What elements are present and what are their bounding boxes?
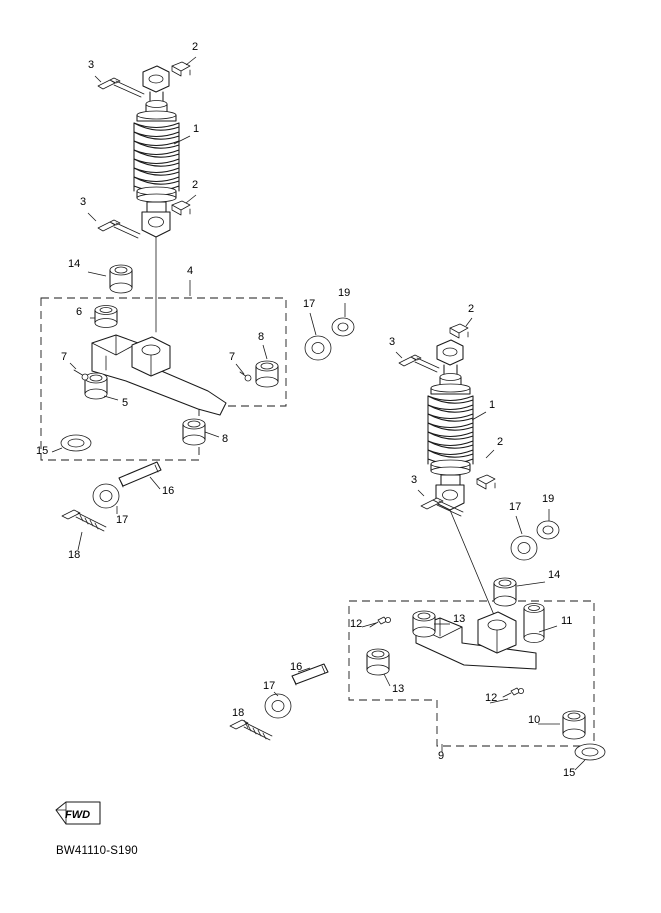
callout-15: 15 [563,767,576,779]
bolt-3-lower-left [98,220,140,238]
callout-8: 8 [222,433,229,445]
collar-10-right [563,711,585,739]
callout-7: 7 [61,351,68,363]
callout-11: 11 [561,615,573,627]
shock-absorber-right [399,324,495,615]
callout-8: 8 [258,331,265,343]
fwd-orientation-marker [56,802,100,832]
callout-2: 2 [497,436,504,448]
tube-11-right [524,604,544,643]
callout-1: 1 [489,399,496,411]
coil-spring-left [134,123,179,191]
callout-12: 12 [350,618,363,630]
callout-2: 2 [192,179,199,191]
bolt-18-right [230,720,272,740]
callout-17: 17 [303,298,316,310]
bolt-3-upper-right [399,355,439,372]
pin-7-right-inner [240,372,251,381]
fwd-label: FWD [65,809,91,821]
washer-19-right [537,521,559,539]
callout-13: 13 [453,613,466,625]
callout-9: 9 [438,750,445,762]
bushing-14-right [494,578,516,606]
shock-absorber-left [98,62,190,332]
bolt-3-upper-left [98,78,144,97]
bushing-14-left [110,265,132,293]
callout-14: 14 [68,258,81,270]
callout-1: 1 [193,123,200,135]
grease-nipple-12-lower [503,688,524,697]
callout-3: 3 [389,336,396,348]
callout-5: 5 [122,397,129,409]
pin-7-left-inner [74,370,88,380]
nut-2-lower-right [477,475,495,489]
seal-15-right [575,744,605,760]
callout-6: 6 [76,306,83,318]
callout-7: 7 [229,351,236,363]
callout-19: 19 [542,493,555,505]
callout-17: 17 [263,680,276,692]
callout-4: 4 [187,265,194,277]
seal-15-left [61,435,91,451]
part-code-label: BW41110-S190 [56,845,138,857]
callout-3: 3 [80,196,87,208]
nut-2-lower-left [172,201,190,215]
nut-2-upper-right [450,324,468,338]
bushing-8-lower-left-arm [183,419,205,445]
callout-16: 16 [290,661,303,673]
bushing-8-upper-left-arm [256,361,278,387]
callout-17: 17 [116,514,129,526]
grease-nipple-12-upper [370,617,391,627]
callout-3: 3 [411,474,418,486]
ball-joint-17-right [511,536,537,560]
callout-2: 2 [468,303,475,315]
callout-17: 17 [509,501,522,513]
callout-19: 19 [338,287,351,299]
callout-18: 18 [68,549,81,561]
collar-6-left [95,306,117,328]
coil-spring-right [428,396,473,464]
callout-15: 15 [36,445,49,457]
collar-17-left-lower [93,484,119,508]
callout-12: 12 [485,692,498,704]
bolt-18-left [62,510,106,531]
callout-13: 13 [392,683,405,695]
collar-17-right-lower [265,694,291,718]
callout-18: 18 [232,707,245,719]
callout-10: 10 [528,714,541,726]
bushing-13-lower-right [367,649,389,675]
callout-2: 2 [192,41,199,53]
bushing-13-upper-right [413,611,435,637]
ball-joint-17-left [305,336,331,360]
callout-3: 3 [88,59,95,71]
callout-14: 14 [548,569,561,581]
washer-19-left [332,318,354,336]
callout-16: 16 [162,485,175,497]
